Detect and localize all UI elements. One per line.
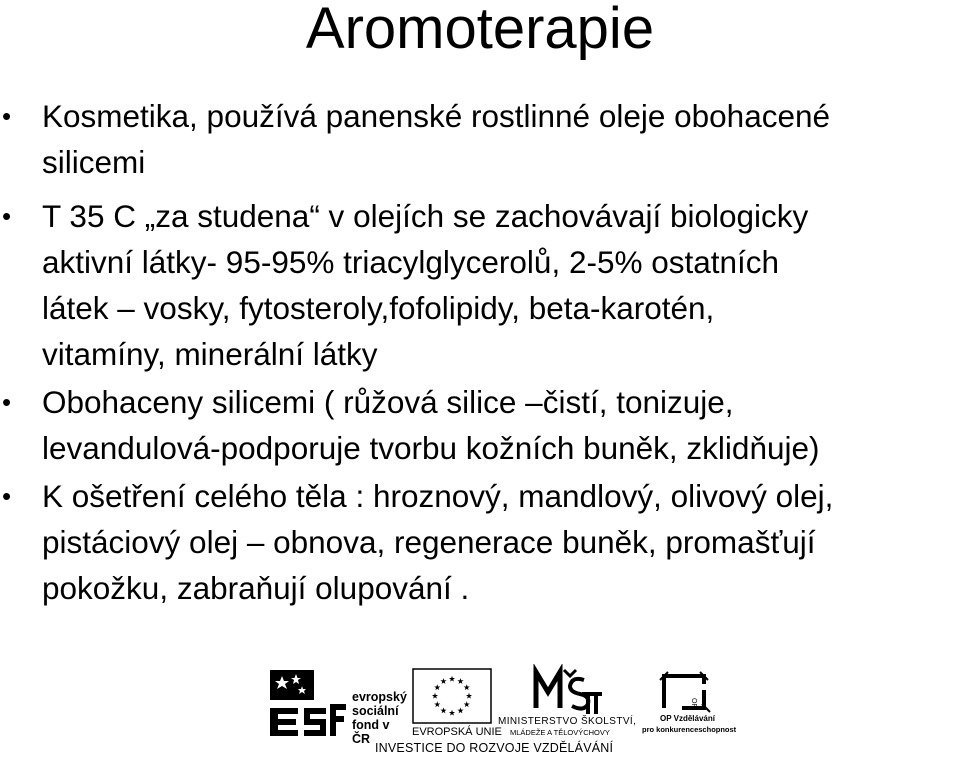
slide-title: Aromoterapie <box>305 0 655 61</box>
msmt-logo <box>498 664 640 740</box>
bullet-item <box>0 473 960 611</box>
msmt-caption-line1: MINISTERSTVO ŠKOLSTVÍ, <box>498 716 637 727</box>
bullet-line: pistáciový olej – obnova, regenerace buněk, promašťují <box>42 524 816 560</box>
bullet-line: pokožku, zabraňují olupování . <box>42 570 470 606</box>
bullet-line: látek – vosky, fytosteroly,fofolipidy, beta-karotén, <box>42 290 715 326</box>
esf-text: evropský sociální fond v ČR <box>352 690 407 746</box>
bullet-line: aktivní látky- 95-95% triacylglycerolů, 2-5% ostatních <box>42 244 780 280</box>
msmt-caption-line2: MLÁDEŽE A TĚLOVÝCHOVY <box>510 728 610 737</box>
esf-logo <box>268 668 407 746</box>
footer-text: INVESTICE DO ROZVOJE VZDĚLÁVÁNÍ <box>375 741 614 755</box>
msmt-mark-icon <box>498 664 640 716</box>
esf-mark-icon <box>268 668 348 740</box>
bullet-line: • K ošetření celého těla : hroznový, mandlový, olivový olej, <box>42 478 834 514</box>
bullet-item <box>0 379 960 471</box>
bullet-line: • Kosmetika, používá panenské rostlinné oleje obohacené <box>42 98 831 134</box>
bullet-line: vitamíny, minerální látky <box>42 336 378 372</box>
eu-logo <box>412 668 502 740</box>
bullet-list <box>0 93 960 611</box>
svg-text:OP: OP <box>690 698 697 709</box>
eu-flag-icon <box>412 668 492 724</box>
bullet-item <box>0 193 960 377</box>
bullet-line: levandulová-podporuje tvorbu kožních buněk, zklidňuje) <box>42 430 820 466</box>
op-caption-line1: OP Vzdělávání <box>660 714 715 723</box>
bullet-item <box>0 93 960 185</box>
eu-caption: EVROPSKÁ UNIE <box>412 726 502 738</box>
op-logo <box>642 664 737 740</box>
bullet-line: • T 35 C „za studena“ v olejích se zachovávají biologicky <box>42 198 809 234</box>
bullet-line: • Obohaceny silicemi ( růžová silice –čistí, tonizuje, <box>42 384 734 420</box>
op-mark-icon <box>642 664 732 714</box>
bullet-line: silicemi <box>42 144 146 180</box>
op-caption-line2: pro konkurenceschopnost <box>642 725 737 734</box>
